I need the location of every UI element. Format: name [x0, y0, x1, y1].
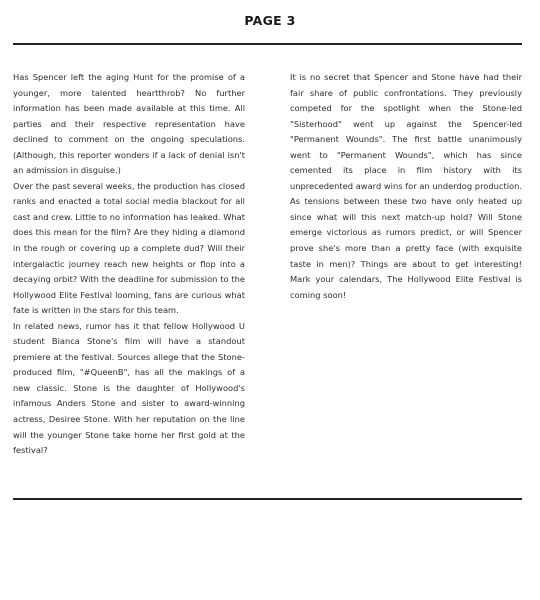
bottom-divider — [13, 498, 522, 500]
left-paragraph-3: In related news, rumor has it that fellow Hollywood U student Bianca Stone's film will have a standout premiere at the festival. Sources allege that the Stone-produced film, "#QueenB", has all the makings of a new classic. Stone is the daughter of Hollywood's infamous Anders Stone and sister to award-winning actress, Desiree Stone. With her reputation on the line will the younger Stone take home her first gold at the festival? — [13, 320, 245, 456]
right-column — [290, 70, 522, 303]
right-paragraph-1: It is no secret that Spencer and Stone have had their fair share of public confrontations. They previously competed for the spotlight when the Stone-led "Sisterhood" went up against the Spencer-led "Permanent Wounds". The first battle unanimously went to "Permanent Wounds", which has since cemented its place in film history with its unprecedented award wins for an underdog production. As tensions between these two have only heated up since what will this next match-up hold? Will Stone emerge victorious as rumors predict, or will Spencer prove she's more than a pretty face (with exquisite taste in men)? Things are about to get interesting! Mark your calendars, The Hollywood Elite Festival is coming soon! — [290, 72, 522, 300]
left-column — [13, 70, 245, 459]
left-paragraph-2: Over the past several weeks, the production has closed ranks and enacted a total social media blackout for all cast and crew. Little to no information has leaked. What does this mean for the film? Are they hiding a diamond in the rough or covering up a complete dud? Will their intergalactic journey reach new heights or flop into a decaying orbit? With the deadline for submission to the Hollywood Elite Festival looming, fans are curious what fate is written in the stars for this team. — [13, 180, 245, 316]
page-title: PAGE 3 — [244, 13, 296, 28]
left-paragraph-1: Has Spencer left the aging Hunt for the promise of a younger, more talented heartthrob? No further information has been made available at this time. All parties and their respective representation have declined to comment on the ongoing speculations. (Although, this reporter wonders if a lack of denial isn't an admission in disguise.) — [13, 72, 245, 176]
top-divider — [13, 43, 522, 45]
